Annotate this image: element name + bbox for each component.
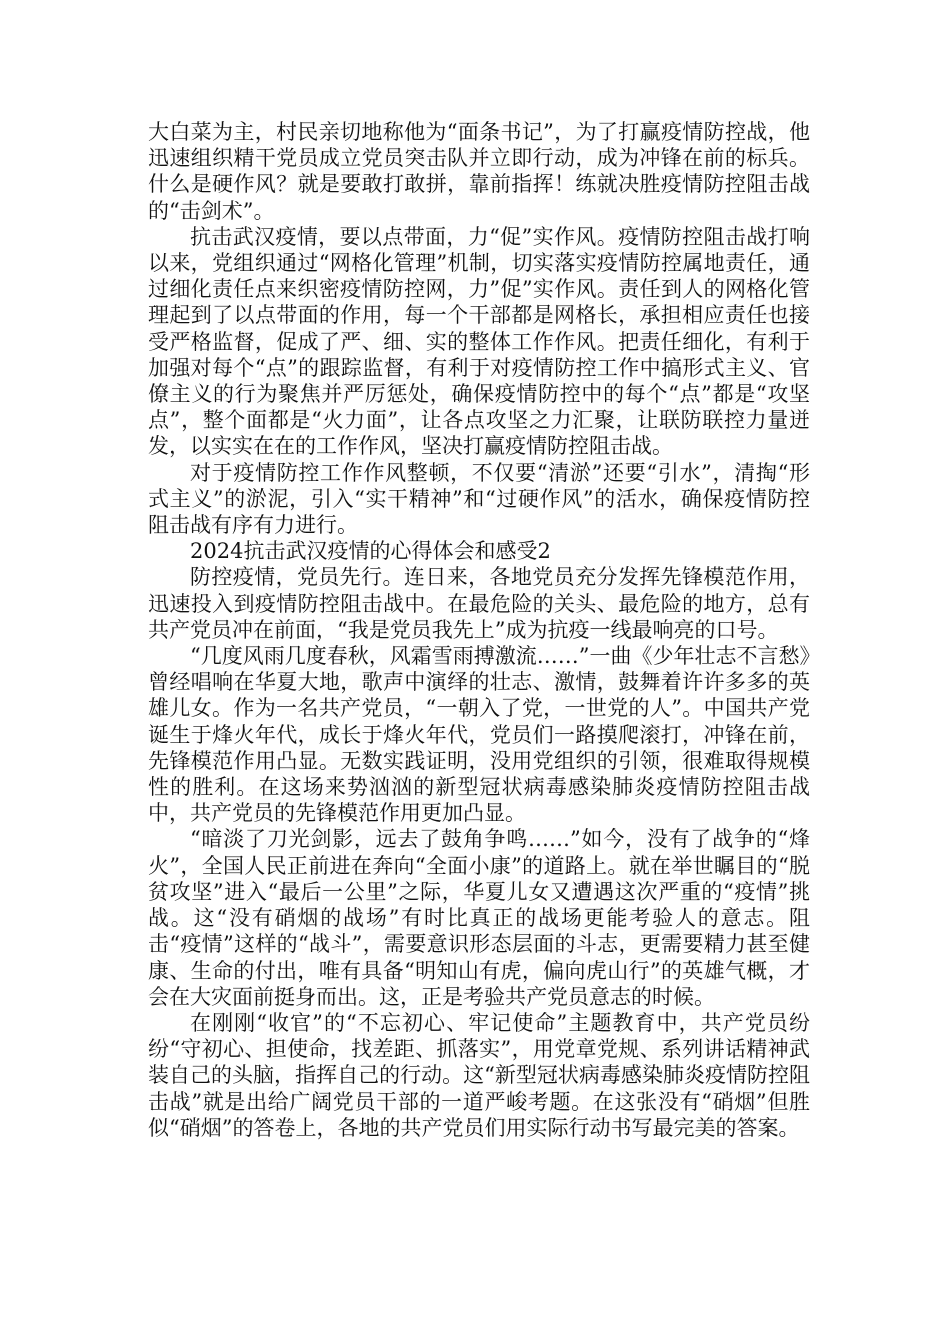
document-body: [148, 119, 810, 1141]
paragraph-4: 防控疫情，党员先行。连日来，各地党员充分发挥先锋模范作用，迅速投入到疫情防控阻击战中。在最危险的关头、最危险的地方，总有共产党员冲在前面，“我是党员我先上”成为抗疫一线最响亮的口号。: [148, 565, 810, 642]
paragraph-6: “暗淡了刀光剑影，远去了鼓角争鸣……”如今，没有了战争的“烽火”，全国人民正前进在奔向“全面小康”的道路上。就在举世瞩目的“脱贫攻坚”进入“最后一公里”之际，华夏儿女又遭遇这次严重的“疫情”挑战。这“没有硝烟的战场”有时比真正的战场更能考验人的意志。阻击“疫情”这样的“战斗”，需要意识形态层面的斗志，更需要精力甚至健康、生命的付出，唯有具备“明知山有虎，偏向虎山行”的英雄气概，才会在大灾面前挺身而出。这，正是考验共产党员意志的时候。: [148, 827, 810, 1009]
paragraph-3: 对于疫情防控工作作风整顿，不仅要“清淤”还要“引水”，清掏“形式主义”的淤泥，引入“实干精神”和“过硬作风”的活水，确保疫情防控阻击战有序有力进行。: [148, 460, 810, 538]
paragraph-2: 抗击武汉疫情，要以点带面，力“促”实作风。疫情防控阻击战打响以来，党组织通过“网格化管理”机制，切实落实疫情防控属地责任，通过细化责任点来织密疫情防控网，力”促”实作风。责任到人的网格化管理起到了以点带面的作用，每一个干部都是网格长，承担相应责任也接受严格监督，促成了严、细、实的整体工作作风。把责任细化，有利于加强对每个“点”的跟踪监督，有利于对疫情防控工作中搞形式主义、官僚主义的行为聚焦并严厉惩处，确保疫情防控中的每个“点”都是“攻坚点”，整个面都是“火力面”，让各点攻坚之力汇聚，让联防联控力量迸发，以实实在在的工作作风，坚决打赢疫情防控阻击战。: [148, 224, 810, 459]
paragraph-5: “几度风雨几度春秋，风霜雪雨搏激流……”一曲《少年壮志不言愁》曾经唱响在华夏大地，歌声中演绎的壮志、激情，鼓舞着许许多多的英雄儿女。作为一名共产党员，“一朝入了党，一世党的人”。中国共产党诞生于烽火年代，成长于烽火年代，党员们一路摸爬滚打，冲锋在前，先锋模范作用凸显。无数实践证明，没用党组织的引领，很难取得规模性的胜利。在这场来势汹汹的新型冠状病毒感染肺炎疫情防控阻击战中，共产党员的先锋模范作用更加凸显。: [148, 644, 810, 826]
section-heading: 2024抗击武汉疫情的心得体会和感受2: [190, 539, 551, 564]
paragraph-7: 在刚刚“收官”的“不忘初心、牢记使命”主题教育中，共产党员纷纷“守初心、担使命，找差距、抓落实”，用党章党规、系列讲话精神武装自己的头脑，指挥自己的行动。这“新型冠状病毒感染肺炎疫情防控阻击战”就是出给广阔党员干部的一道严峻考题。在这张没有“硝烟”但胜似“硝烟”的答卷上，各地的共产党员们用实际行动书写最完美的答案。: [148, 1010, 810, 1140]
paragraph-1: 大白菜为主，村民亲切地称他为“面条书记”，为了打赢疫情防控战，他迅速组织精干党员成立党员突击队并立即行动，成为冲锋在前的标兵。什么是硬作风？就是要敢打敢拼，靠前指挥！练就决胜疫情防控阻击战的“击剑术”。: [148, 120, 810, 223]
